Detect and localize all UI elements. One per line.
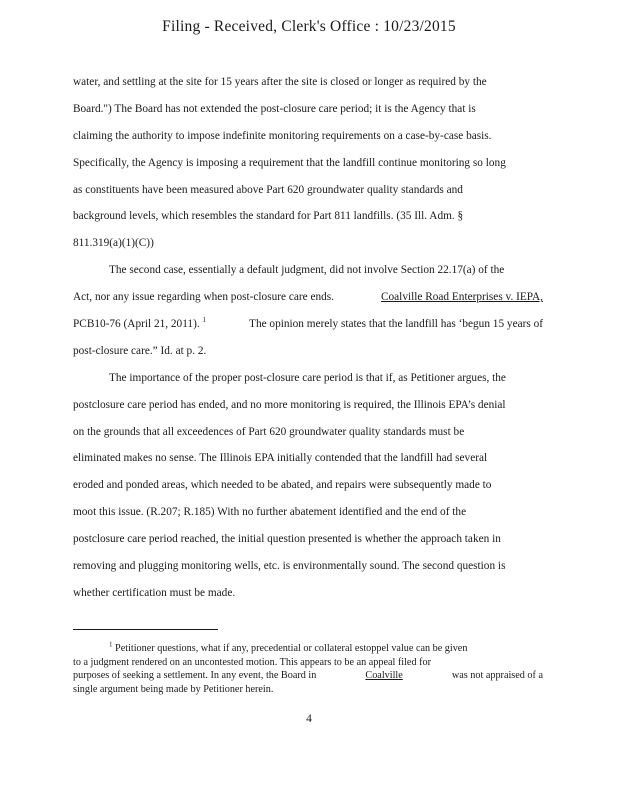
body-text	[73, 69, 543, 607]
p2-line-2	[73, 284, 543, 311]
footnote-line-1	[73, 642, 543, 656]
footnote-line-3-text: purposes of seeking a settlement. In any event, the Board in	[73, 670, 317, 682]
p3-line-8: removing and plugging monitoring wells, etc. is environmentally sound. The second question is	[73, 560, 506, 573]
case-citation-coalville: Coalville Road Enterprises v. IEPA,	[380, 291, 543, 304]
p2-line-3-text: PCB10-76 (April 21, 2011).	[73, 318, 200, 331]
p3-line-6: moot this issue. (R.207; R.185) With no further abatement identified and the end of the	[73, 506, 467, 519]
p3-line-3: on the grounds that all exceedences of Part 620 groundwater quality standards must be	[73, 425, 465, 438]
footnote	[73, 642, 543, 696]
p1-line-1: water, and settling at the site for 15 years after the site is closed or longer as required by the	[73, 76, 487, 88]
p3-line-7: postclosure care period reached, the initial question presented is whether the approach taken in	[73, 533, 501, 546]
footnote-line-1-text: Petitioner questions, what if any, precedential or collateral estoppel value can be given	[115, 643, 468, 654]
filing-header: Filing - Received, Clerk's Office : 10/23/2015	[162, 18, 456, 35]
footnote-case-coalville: Coalville	[365, 670, 403, 682]
p3-line-9: whether certification must be made.	[73, 586, 236, 599]
p1-line-5: as constituents have been measured above Part 620 groundwater quality standards and	[73, 183, 463, 196]
footnote-line-3-rest: was not appraised of a	[451, 670, 543, 682]
p3-line-4: eliminated makes no sense. The Illinois EPA initially contended that the landfill had several	[73, 452, 488, 465]
p2-line-3-rest: The opinion merely states that the landfill has ‘begun 15 years of	[249, 318, 543, 331]
p1-line-7: 811.319(a)(1)(C))	[73, 237, 154, 250]
footnote-line-4: single argument being made by Petitioner herein.	[73, 683, 274, 695]
p3-line-2: postclosure care period has ended, and no more monitoring is required, the Illinois EPA’s denial	[73, 398, 506, 411]
footnote-separator	[73, 629, 218, 630]
p2-line-2-text: Act, nor any issue regarding when post-closure care ends.	[73, 291, 334, 304]
page-number: 4	[306, 713, 312, 725]
p2-line-3	[73, 311, 543, 338]
footnote-line-2: to a judgment rendered on an uncontested motion. This appears to be an appeal filed for	[73, 656, 431, 668]
footnote-reference: 1	[202, 316, 206, 325]
p1-line-4: Specifically, the Agency is imposing a requirement that the landfill continue monitoring so long	[73, 156, 506, 169]
p3-line-5: eroded and ponded areas, which needed to be abated, and repairs were subsequently made to	[73, 479, 492, 492]
p3-line-1: The importance of the proper post-closure care period is that if, as Petitioner argues, the	[109, 371, 506, 384]
footnote-line-3	[73, 669, 543, 683]
p1-line-2: Board.") The Board has not extended the post-closure care period; it is the Agency that is	[73, 102, 476, 115]
p2-line-1: The second case, essentially a default judgment, did not involve Section 22.17(a) of the	[109, 264, 505, 277]
p1-line-3: claiming the authority to impose indefinite monitoring requirements on a case-by-case basis.	[73, 129, 492, 142]
footnote-number: 1	[109, 640, 113, 649]
p2-line-4: post-closure care.” Id. at p. 2.	[73, 344, 207, 357]
p1-line-6: background levels, which resembles the standard for Part 811 landfills. (35 Ill. Adm. §	[73, 210, 464, 223]
